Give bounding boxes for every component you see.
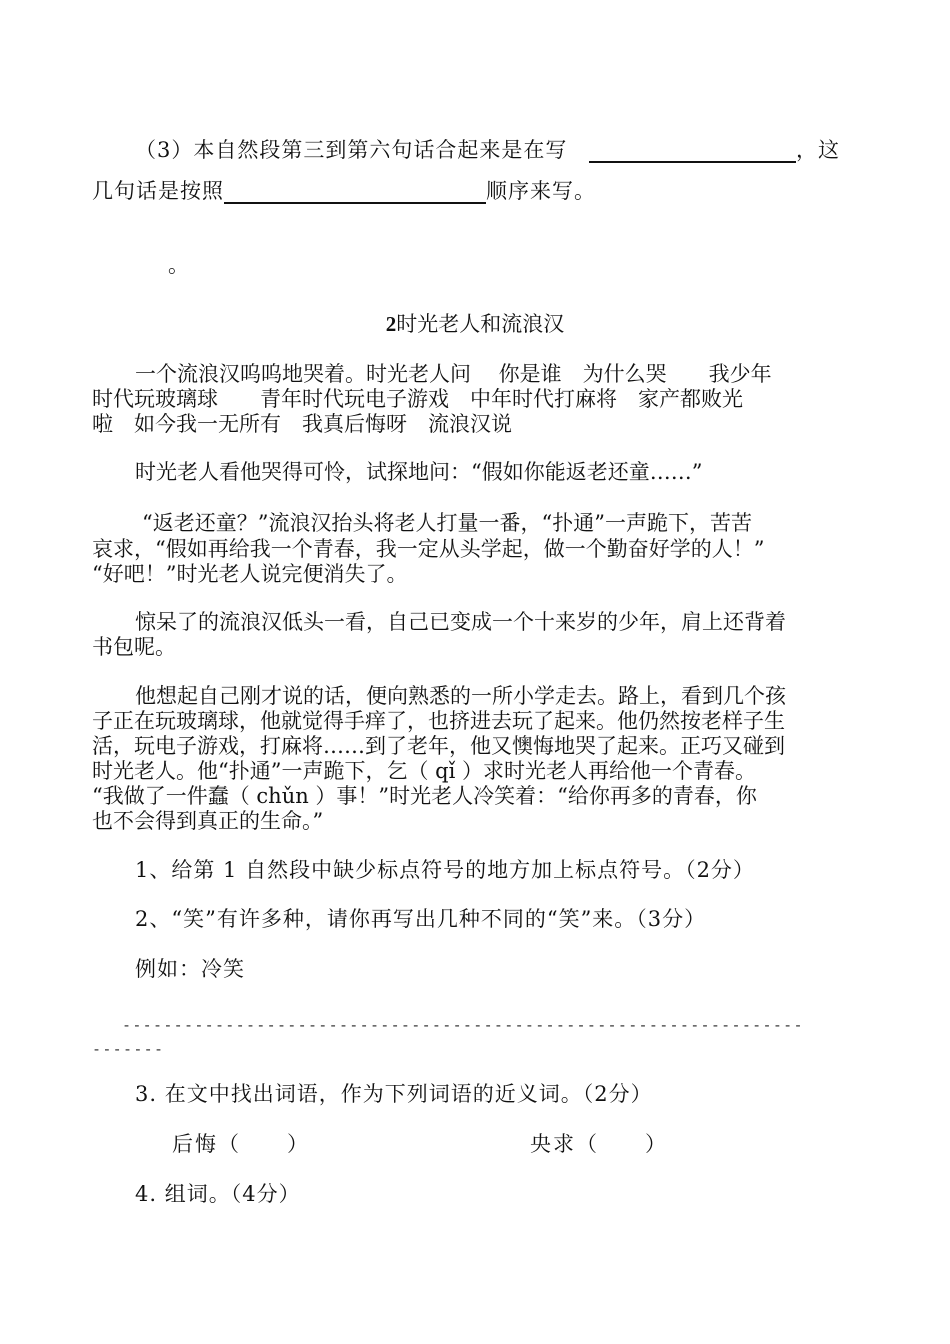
p5-line-3: 活，玩电子游戏，打麻将……到了老年，他又懊悔地哭了起来。正巧又碰到 (92, 734, 785, 758)
q3-word-plead[interactable]: 央求（ ） (530, 1132, 668, 1156)
p3-line-3: “好吧！”时光老人说完便消失了。 (92, 562, 408, 586)
p2-line-1: 时光老人看他哭得可怜，试探地问：“假如你能返老还童……” (135, 460, 703, 484)
q3-text-3: 几句话是按照 (92, 179, 224, 203)
answer-blank-2[interactable] (224, 180, 486, 204)
p5-line-5: “我做了一件蠢（ chǔn ）事！”时光老人冷笑着：“给你再多的青春，你 (92, 784, 757, 808)
q3-line-1 (135, 137, 840, 163)
p5-line-2: 子正在玩玻璃球，他就觉得手痒了，也挤进去玩了起来。他仍然按老样子生 (92, 709, 785, 733)
question-2: 2、“笑”有许多种，请你再写出几种不同的“笑”来。（3分） (135, 907, 707, 931)
p1-line-1: 一个流浪汉呜呜地哭着。时光老人问 你是谁 为什么哭 我少年 (135, 362, 772, 386)
stray-mark: 。 (168, 253, 189, 277)
p5-line-4: 时光老人。他“扑通”一声跪下，乞（ qǐ ）求时光老人再给他一个青春。 (92, 759, 756, 783)
question-2-example: 例如：冷笑 (135, 957, 245, 981)
p4-line-2: 书包呢。 (92, 635, 176, 659)
passage-title (0, 310, 950, 338)
q3-text-1: （3）本自然段第三到第六句话合起来是在写 (135, 138, 568, 162)
question-1: 1、给第 1 自然段中缺少标点符号的地方加上标点符号。（2分） (135, 858, 755, 882)
p1-line-3: 啦 如今我一无所有 我真后悔呀 流浪汉说 (92, 412, 512, 436)
p4-line-1: 惊呆了的流浪汉低头一看，自己已变成一个十来岁的少年，肩上还背着 (135, 610, 786, 634)
question-4: 4. 组词。（4分） (135, 1182, 301, 1206)
p1-line-2: 时代玩玻璃球 青年时代玩电子游戏 中年时代打麻将 家产都败光 (92, 387, 743, 411)
title-text: 时光老人和流浪汉 (396, 312, 565, 336)
q3-line-2 (92, 178, 596, 204)
question-3: 3. 在文中找出词语，作为下列词语的近义词。（2分） (135, 1082, 653, 1106)
p3-line-1: “返老还童？”流浪汉抬头将老人打量一番，“扑通”一声跪下，苦苦 (142, 511, 752, 535)
title-number: 2 (385, 312, 397, 336)
answer-dashed-line-2[interactable]: ------- (92, 1040, 165, 1058)
p5-line-6: 也不会得到真正的生命。” (92, 809, 324, 833)
answer-dashed-line-1[interactable]: ------------------------------------------------------------------ (122, 1016, 804, 1034)
answer-blank-1[interactable] (589, 139, 796, 163)
q3-text-4: 顺序来写。 (486, 179, 596, 203)
p3-line-2: 哀求，“假如再给我一个青春，我一定从头学起，做一个勤奋好学的人！” (92, 537, 765, 561)
q3-word-regret[interactable]: 后悔（ ） (172, 1132, 310, 1156)
q3-text-2: ，这 (796, 138, 841, 162)
p5-line-1: 他想起自己刚才说的话，便向熟悉的一所小学走去。路上，看到几个孩 (135, 684, 786, 708)
